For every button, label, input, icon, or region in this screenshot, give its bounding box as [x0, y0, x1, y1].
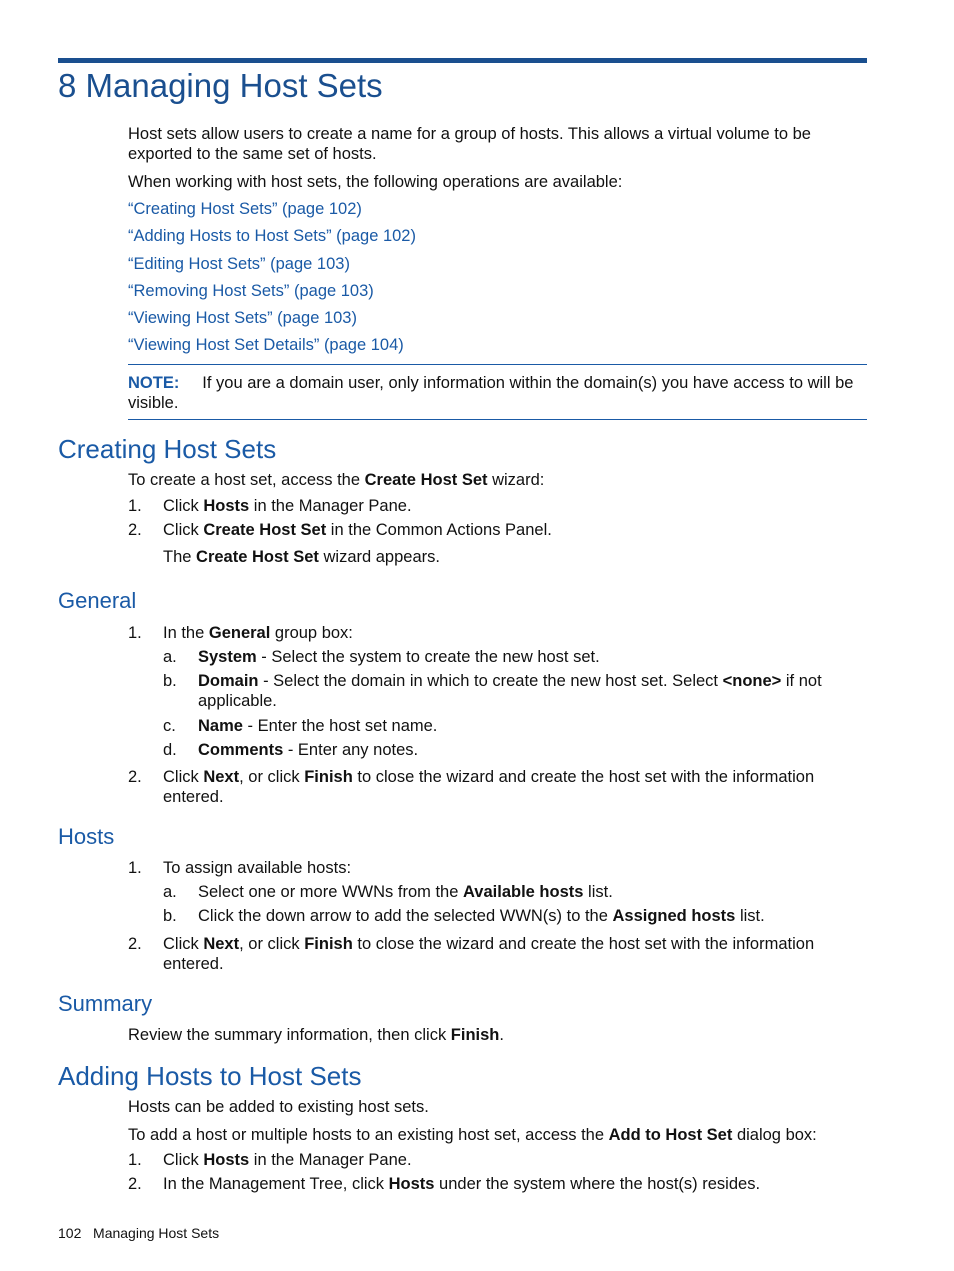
sub-step-letter: b. — [163, 907, 177, 925]
general-step-1: In the General group box: — [163, 624, 353, 642]
summary-text: Review the summary information, then click Finish. — [128, 1026, 504, 1044]
step-number: 1. — [128, 1151, 142, 1169]
adding-paragraph: Hosts can be added to existing host sets. — [128, 1098, 429, 1116]
note-bottom-rule — [128, 419, 867, 420]
step-number: 2. — [128, 935, 142, 953]
adding-intro: To add a host or multiple hosts to an existing host set, access the Add to Host Set dialog box: — [128, 1126, 817, 1144]
hosts-sub-select: Select one or more WWNs from the Available hosts list. — [198, 883, 613, 901]
subsection-title-hosts: Hosts — [58, 824, 115, 849]
note-label: NOTE: — [128, 374, 180, 392]
adding-step-2: In the Management Tree, click Hosts under the system where the host(s) resides. — [163, 1175, 761, 1193]
link-adding-hosts-to-host-sets[interactable]: “Adding Hosts to Host Sets” (page 102) — [128, 227, 416, 245]
general-step-2: Click Next, or click Finish to close the wizard and create the host set with the information entered. — [163, 768, 815, 806]
subsection-title-summary: Summary — [58, 991, 153, 1016]
step-number: 2. — [128, 521, 142, 539]
step-number: 1. — [128, 497, 142, 515]
creating-result: The Create Host Set wizard appears. — [163, 548, 440, 566]
link-editing-host-sets[interactable]: “Editing Host Sets” (page 103) — [128, 255, 350, 273]
link-viewing-host-set-details[interactable]: “Viewing Host Set Details” (page 104) — [128, 336, 404, 354]
chapter-top-rule — [58, 58, 867, 63]
step-number: 2. — [128, 1175, 142, 1193]
sub-step-letter: a. — [163, 883, 177, 901]
intro-paragraph: Host sets allow users to create a name for a group of hosts. This allows a virtual volume to be exported to the same set of hosts. — [128, 125, 811, 163]
note-box — [128, 373, 868, 413]
footer-title: Managing Host Sets — [93, 1225, 220, 1241]
general-sub-domain: Domain - Select the domain in which to create the new host set. Select <none> if not applicable. — [198, 672, 822, 710]
step-number: 2. — [128, 768, 142, 786]
intro-operations-text: When working with host sets, the following operations are available: — [128, 173, 623, 191]
page-number: 102 — [58, 1225, 82, 1241]
sub-step-letter: a. — [163, 648, 177, 666]
link-removing-host-sets[interactable]: “Removing Host Sets” (page 103) — [128, 282, 374, 300]
creating-step-1: Click Hosts in the Manager Pane. — [163, 497, 412, 515]
subsection-title-general: General — [58, 588, 137, 613]
creating-intro: To create a host set, access the Create Host Set wizard: — [128, 471, 545, 489]
note-text: If you are a domain user, only information within the domain(s) you have access to will be visible. — [128, 374, 854, 412]
general-sub-system: System - Select the system to create the new host set. — [198, 648, 600, 666]
hosts-step-2: Click Next, or click Finish to close the wizard and create the host set with the information entered. — [163, 935, 815, 973]
adding-step-1: Click Hosts in the Manager Pane. — [163, 1151, 412, 1169]
hosts-step-1: To assign available hosts: — [163, 859, 352, 877]
page-footer — [58, 1223, 219, 1243]
sub-step-letter: b. — [163, 672, 177, 690]
step-number: 1. — [128, 859, 142, 877]
step-number: 1. — [128, 624, 142, 642]
link-viewing-host-sets[interactable]: “Viewing Host Sets” (page 103) — [128, 309, 357, 327]
general-sub-name: Name - Enter the host set name. — [198, 717, 438, 735]
sub-step-letter: d. — [163, 741, 177, 759]
section-title-adding-hosts: Adding Hosts to Host Sets — [58, 1061, 362, 1091]
chapter-title: 8 Managing Host Sets — [58, 67, 383, 104]
section-title-creating-host-sets: Creating Host Sets — [58, 434, 277, 464]
sub-step-letter: c. — [163, 717, 176, 735]
link-creating-host-sets[interactable]: “Creating Host Sets” (page 102) — [128, 200, 362, 218]
creating-step-2: Click Create Host Set in the Common Actions Panel. — [163, 521, 552, 539]
hosts-sub-add: Click the down arrow to add the selected WWN(s) to the Assigned hosts list. — [198, 907, 765, 925]
general-sub-comments: Comments - Enter any notes. — [198, 741, 419, 759]
note-top-rule — [128, 364, 867, 365]
